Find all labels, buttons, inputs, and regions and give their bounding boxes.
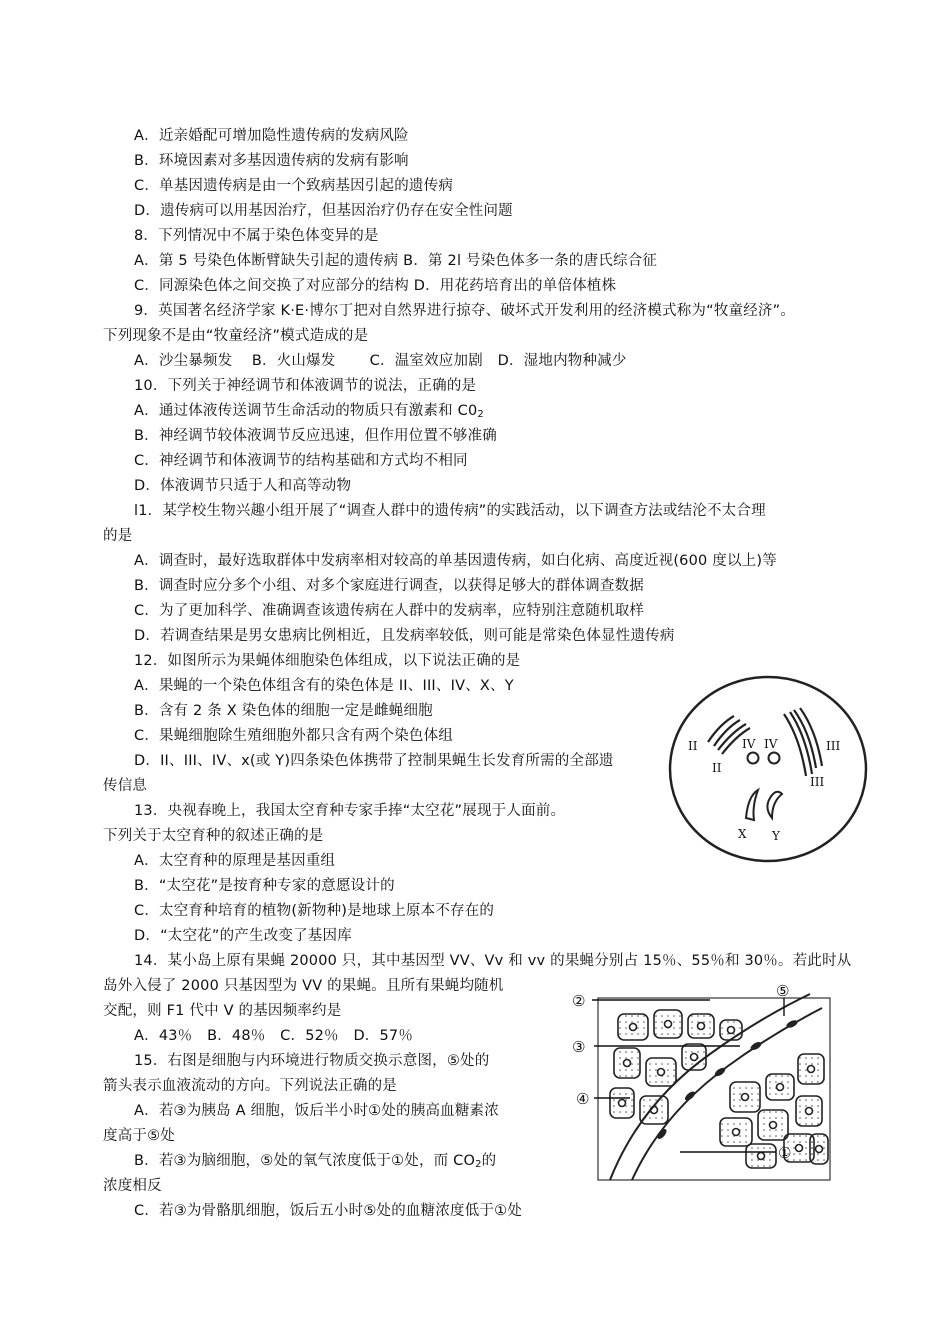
text-line	[103, 1126, 175, 1146]
cell-nucleus	[806, 1108, 813, 1115]
cell-nucleus	[619, 1100, 626, 1107]
line-text: A．43％ B．48％ C．52％ D．57％	[134, 1028, 414, 1044]
cell-nucleus	[770, 1122, 777, 1129]
label-ii-lower: II	[712, 761, 722, 775]
text-line	[134, 576, 644, 596]
line-text: C．同源染色体之间交换了对应部分的结构 D．用花药培育出的单倍体植株	[134, 278, 617, 294]
chromosome-iv-dot	[769, 753, 780, 764]
text-line	[134, 1051, 489, 1071]
line-text: 9．英国著名经济学家 K·E·博尔丁把对自然界进行掠夺、破坏式开发利用的经济模式称为“牧童经济”。	[134, 303, 796, 319]
line-text: C．单基因遗传病是由一个致病基因引起的遗传病	[134, 178, 454, 194]
text-line	[134, 751, 614, 771]
line-text: 15．右图是细胞与内环境进行物质交换示意图，⑤处的	[134, 1053, 490, 1069]
text-line	[103, 1076, 397, 1096]
line-text: 箭头表示血液流动的方向。下列说法正确的是	[103, 1078, 397, 1094]
text-line	[103, 1001, 341, 1021]
line-text: 交配，则 F1 代中 V 的基因频率约是	[103, 1003, 342, 1019]
text-line	[134, 551, 777, 571]
text-line	[134, 176, 453, 196]
line-text: A．调查时，最好选取群体中发病率相对较高的单基因遗传病，如白化病、高度近视(600 度以上)等	[134, 553, 777, 569]
label-iii-lower: III	[810, 775, 825, 789]
text-line	[134, 651, 520, 671]
line-text: D．遗传病可以用基因治疗，但基因治疗仍存在安全性问题	[134, 203, 513, 219]
chromosome-figure	[660, 672, 872, 868]
label-circle-2: ②	[572, 992, 586, 1010]
line-text: 8．下列情况中不属于染色体变异的是	[134, 228, 379, 244]
cell-nucleus	[733, 1129, 740, 1136]
line-text: D．II、III、IV、x(或 Y)四条染色体携带了控制果蝇生长发育所需的全部遗	[134, 753, 614, 769]
line-text: C．太空育种培育的植物(新物种)是地球上原本不存在的	[134, 903, 495, 919]
text-line	[134, 251, 657, 271]
line-text: 岛外入侵了 2000 只基因型为 VV 的果蝇。且所有果蝇均随机	[103, 978, 504, 994]
line-text: A．第 5 号染色体断臂缺失引起的遗传病 B．第 2l 号染色体多一条的唐氏综合征	[134, 253, 658, 269]
line-text: 下列关于太空育种的叙述正确的是	[103, 828, 324, 844]
line-text: 13．央视春晚上，我国太空育种专家手捧“太空花”展现于人面前。	[134, 803, 566, 819]
cell-nucleus	[742, 1094, 749, 1101]
text-line	[134, 376, 476, 396]
text-line	[134, 926, 352, 946]
label-x: X	[738, 827, 747, 841]
line-text: 10．下列关于神经调节和体液调节的说法，正确的是	[134, 378, 477, 394]
line-text-after: 的	[481, 1153, 497, 1169]
line-text: B．含有 2 条 X 染色体的细胞一定是雌蝇细胞	[134, 703, 433, 719]
text-line	[134, 951, 852, 971]
text-line	[134, 626, 675, 646]
chromosome-y	[767, 792, 782, 818]
line-text: C．果蝇细胞除生殖细胞外都只含有两个染色体组	[134, 728, 454, 744]
text-line	[134, 1151, 496, 1171]
text-line	[103, 826, 324, 846]
line-text: 浓度相反	[103, 1178, 162, 1194]
line-text: A．太空育种的原理是基因重组	[134, 853, 336, 869]
line-text: C．神经调节和体液调节的结构基础和方式均不相同	[134, 453, 468, 469]
text-line	[134, 901, 494, 921]
label-iv-left: IV	[742, 737, 756, 751]
text-line	[134, 726, 453, 746]
text-line	[103, 976, 504, 996]
text-line	[134, 1026, 413, 1046]
text-line	[134, 601, 644, 621]
line-text: B．神经调节较体液调节反应迅速，但作用位置不够准确	[134, 428, 497, 444]
line-text: B．环境因素对多基因遗传病的发病有影响	[134, 153, 409, 169]
cell-nucleus	[658, 1069, 665, 1076]
cell-nucleus	[665, 1021, 672, 1028]
line-text: 度高于⑤处	[103, 1128, 175, 1144]
line-text: A．通过体液传送调节生命活动的物质只有激素和 C0	[134, 403, 478, 419]
text-line	[103, 526, 132, 546]
text-line	[134, 801, 565, 821]
text-line	[103, 776, 147, 796]
line-text: A．近亲婚配可增加隐性遗传病的发病风险	[134, 128, 409, 144]
line-text: B．若③为脑细胞，⑤处的氧气浓度低于①处，而 CO	[134, 1153, 476, 1169]
text-line	[134, 451, 468, 471]
line-text: C．若③为骨骼肌细胞，饭后五小时⑤处的血糖浓度低于①处	[134, 1203, 523, 1219]
text-line	[134, 476, 351, 496]
line-text: A．若③为胰岛 A 细胞，饭后半小时①处的胰高血糖素浓	[134, 1103, 499, 1119]
text-line	[134, 1101, 499, 1121]
cell-nucleus	[816, 1146, 823, 1153]
text-line	[134, 276, 616, 296]
cell-nucleus	[698, 1023, 705, 1030]
line-text: B．“太空花”是按育种专家的意愿设计的	[134, 878, 395, 894]
label-iii-right: III	[826, 739, 841, 753]
text-line	[134, 351, 627, 371]
label-circle-1: ①	[778, 1144, 792, 1162]
text-line	[134, 301, 795, 321]
line-text: 的是	[103, 528, 133, 544]
cell-nucleus	[630, 1024, 637, 1031]
line-text: D．若调查结果是男女患病比例相近，且发病率较低，则可能是常染色体显性遗传病	[134, 628, 675, 644]
cell-nucleus	[777, 1084, 784, 1091]
cell-nucleus	[624, 1060, 631, 1067]
line-text: B．调查时应分多个小组、对多个家庭进行调查，以获得足够大的群体调查数据	[134, 578, 644, 594]
line-text: 传信息	[103, 778, 148, 794]
cell-nucleus	[796, 1145, 803, 1152]
line-text: D．“太空花”的产生改变了基因库	[134, 928, 352, 944]
text-line	[103, 1176, 162, 1196]
text-line	[134, 126, 409, 146]
text-line	[134, 851, 335, 871]
line-text: A．沙尘暴频发 B．火山爆发 C．温室效应加剧 D．湿地内物种减少	[134, 353, 627, 369]
text-line	[134, 876, 395, 896]
cell-nucleus	[728, 1027, 735, 1034]
text-line	[134, 151, 409, 171]
cell-nucleus	[758, 1153, 765, 1160]
cell-nucleus	[808, 1066, 815, 1073]
cell-outline	[670, 677, 866, 861]
line-text: l1．某学校生物兴趣小组开展了“调查人群中的遗传病”的实践活动，以下调查方法或结沦不太合理	[134, 503, 766, 519]
text-line	[134, 501, 766, 521]
text-line	[134, 676, 514, 696]
text-line	[134, 426, 497, 446]
line-text: C．为了更加科学、准确调查该遗传病在人群中的发病率，应特别注意随机取样	[134, 603, 645, 619]
text-line	[134, 701, 433, 721]
text-line	[103, 326, 368, 346]
subscript: 2	[477, 409, 484, 420]
line-text: D．体液调节只适于人和高等动物	[134, 478, 352, 494]
text-line	[134, 201, 513, 221]
label-circle-3: ③	[572, 1038, 586, 1056]
text-line	[134, 1201, 522, 1221]
line-text: 下列现象不是由“牧童经济”模式造成的是	[103, 328, 369, 344]
cell-nucleus	[691, 1054, 698, 1061]
label-y: Y	[772, 829, 780, 843]
chromosome-x	[746, 790, 758, 820]
label-ii-left: II	[688, 739, 698, 753]
text-line	[134, 401, 484, 421]
line-text: 14．某小岛上原有果蝇 20000 只，其中基因型 VV、Vv 和 vv 的果蝇分别占 15％、55％和 30％。若此时从	[134, 953, 852, 969]
label-circle-5: ⑤	[776, 984, 790, 1000]
line-text: A．果蝇的一个染色体组含有的染色体是 II、III、IV、X、Y	[134, 678, 514, 694]
text-line	[134, 226, 379, 246]
chromosome-iv-dot	[748, 753, 759, 764]
label-iv-right: IV	[764, 737, 778, 751]
chromosome-iii-pair	[784, 708, 822, 776]
subscript: 2	[475, 1159, 482, 1170]
label-circle-4: ④	[576, 1090, 590, 1108]
line-text: 12．如图所示为果蝇体细胞染色体组成，以下说法正确的是	[134, 653, 521, 669]
tissue-exchange-figure	[570, 984, 852, 1184]
